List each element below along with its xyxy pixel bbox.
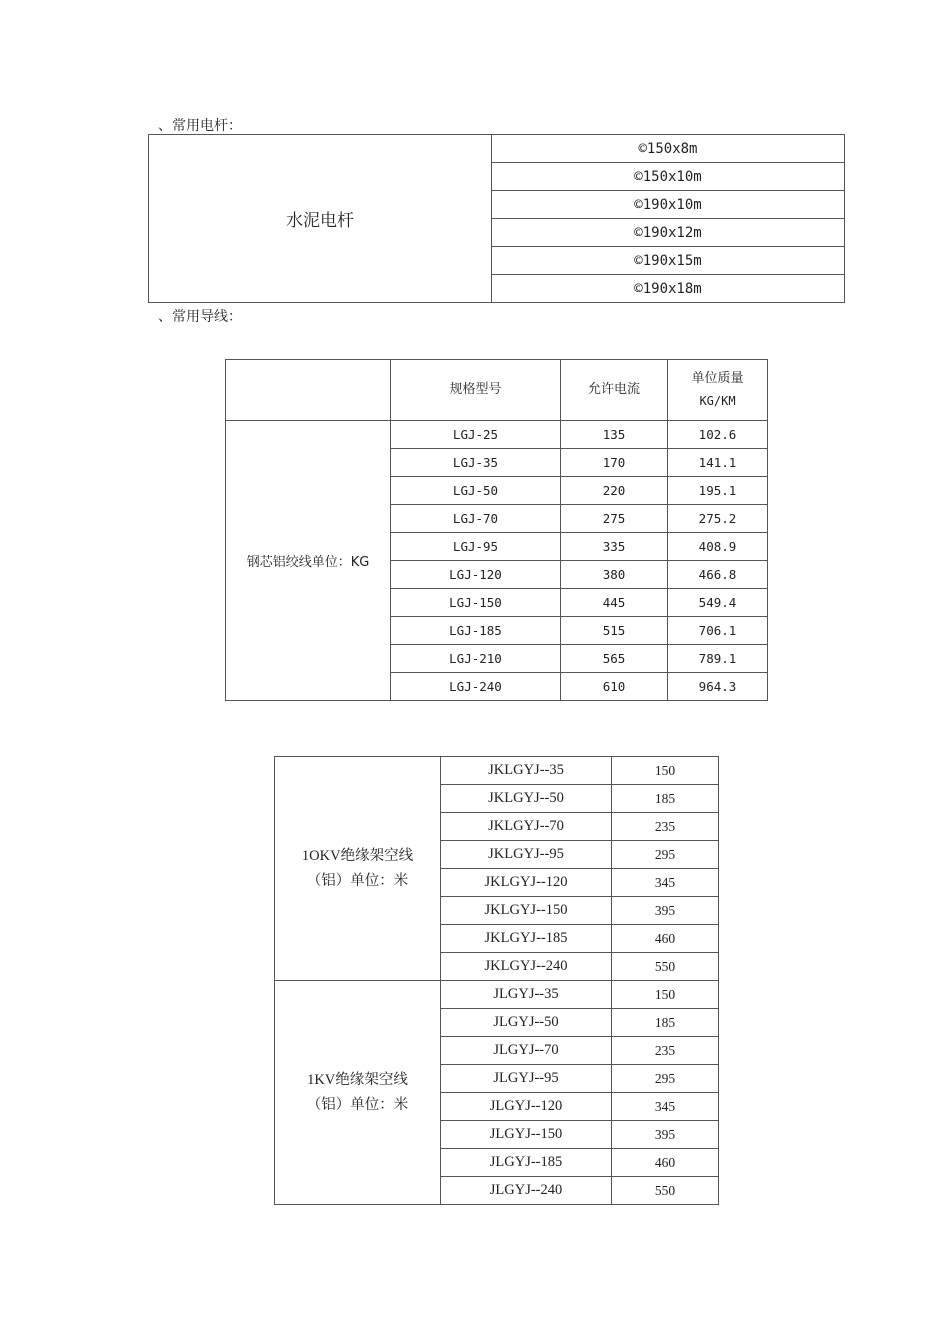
- lgj-header-mass-unit: KG/KM: [699, 394, 736, 408]
- lgj-model-cell: LGJ-50: [391, 477, 561, 505]
- insulated-current-cell: 460: [612, 925, 719, 953]
- lgj-current-cell: 135: [561, 421, 668, 449]
- lgj-header-model: 规格型号: [391, 360, 561, 421]
- table-header-row: [226, 360, 768, 421]
- lgj-model-cell: LGJ-210: [391, 645, 561, 673]
- lgj-table: [225, 359, 768, 701]
- table-row: [275, 981, 719, 1009]
- lgj-current-cell: 170: [561, 449, 668, 477]
- insulated-current-cell: 185: [612, 1009, 719, 1037]
- insulated-current-cell: 235: [612, 1037, 719, 1065]
- lgj-header-current: 允许电流: [561, 360, 668, 421]
- lgj-header-mass: [668, 360, 768, 421]
- insulated-current-cell: 395: [612, 1121, 719, 1149]
- insulated-current-cell: 550: [612, 953, 719, 981]
- insulated-current-cell: 550: [612, 1177, 719, 1205]
- lgj-header-empty: [226, 360, 391, 421]
- insulated-model-cell: JLGYJ--240: [441, 1177, 612, 1205]
- pole-spec-cell: ©190x12m: [492, 219, 845, 247]
- insulated-category-cell: [275, 757, 441, 981]
- lgj-current-cell: 445: [561, 589, 668, 617]
- insulated-model-cell: JKLGYJ--95: [441, 841, 612, 869]
- insulated-current-cell: 345: [612, 1093, 719, 1121]
- lgj-model-cell: LGJ-70: [391, 505, 561, 533]
- lgj-current-cell: 610: [561, 673, 668, 701]
- heading-wires: 、常用导线：: [158, 309, 242, 325]
- lgj-mass-cell: 549.4: [668, 589, 768, 617]
- table-row: [149, 135, 845, 163]
- lgj-mass-cell: 141.1: [668, 449, 768, 477]
- lgj-mass-cell: 964.3: [668, 673, 768, 701]
- lgj-model-cell: LGJ-25: [391, 421, 561, 449]
- insulated-model-cell: JLGYJ--35: [441, 981, 612, 1009]
- insulated-model-cell: JKLGYJ--185: [441, 925, 612, 953]
- insulated-model-cell: JLGYJ--70: [441, 1037, 612, 1065]
- heading-poles: 、常用电杆：: [158, 118, 242, 134]
- insulated-category-line2: （铝）单位：米: [306, 1096, 409, 1113]
- insulated-category-line1: 1OKV绝缘架空线: [301, 847, 414, 864]
- lgj-mass-cell: 408.9: [668, 533, 768, 561]
- lgj-current-cell: 220: [561, 477, 668, 505]
- pole-spec-cell: ©150x8m: [492, 135, 845, 163]
- insulated-current-cell: 295: [612, 1065, 719, 1093]
- lgj-category-cell: 钢芯铝绞线单位：KG: [226, 421, 391, 701]
- lgj-header-mass-label: 单位质量: [691, 371, 744, 386]
- lgj-current-cell: 275: [561, 505, 668, 533]
- insulated-current-cell: 185: [612, 785, 719, 813]
- lgj-mass-cell: 466.8: [668, 561, 768, 589]
- insulated-model-cell: JLGYJ--120: [441, 1093, 612, 1121]
- insulated-model-cell: JLGYJ--50: [441, 1009, 612, 1037]
- insulated-current-cell: 345: [612, 869, 719, 897]
- lgj-model-cell: LGJ-35: [391, 449, 561, 477]
- lgj-current-cell: 565: [561, 645, 668, 673]
- pole-spec-cell: ©150x10m: [492, 163, 845, 191]
- lgj-current-cell: 335: [561, 533, 668, 561]
- insulated-current-cell: 150: [612, 981, 719, 1009]
- insulated-model-cell: JKLGYJ--70: [441, 813, 612, 841]
- insulated-current-cell: 235: [612, 813, 719, 841]
- lgj-mass-cell: 195.1: [668, 477, 768, 505]
- lgj-current-cell: 515: [561, 617, 668, 645]
- lgj-mass-cell: 102.6: [668, 421, 768, 449]
- insulated-category-line1: 1KV绝缘架空线: [307, 1071, 408, 1088]
- insulated-model-cell: JKLGYJ--50: [441, 785, 612, 813]
- lgj-mass-cell: 706.1: [668, 617, 768, 645]
- insulated-model-cell: JKLGYJ--35: [441, 757, 612, 785]
- table-row: [275, 757, 719, 785]
- pole-spec-cell: ©190x15m: [492, 247, 845, 275]
- lgj-model-cell: LGJ-150: [391, 589, 561, 617]
- lgj-current-cell: 380: [561, 561, 668, 589]
- insulated-model-cell: JKLGYJ--150: [441, 897, 612, 925]
- poles-table: [148, 134, 845, 303]
- lgj-model-cell: LGJ-95: [391, 533, 561, 561]
- insulated-model-cell: JLGYJ--185: [441, 1149, 612, 1177]
- pole-spec-cell: ©190x18m: [492, 275, 845, 303]
- insulated-current-cell: 150: [612, 757, 719, 785]
- lgj-model-cell: LGJ-120: [391, 561, 561, 589]
- insulated-model-cell: JLGYJ--95: [441, 1065, 612, 1093]
- insulated-current-cell: 395: [612, 897, 719, 925]
- lgj-mass-cell: 789.1: [668, 645, 768, 673]
- insulated-model-cell: JKLGYJ--120: [441, 869, 612, 897]
- insulated-model-cell: JLGYJ--150: [441, 1121, 612, 1149]
- poles-category-cell: 水泥电杆: [149, 135, 492, 303]
- lgj-mass-cell: 275.2: [668, 505, 768, 533]
- table-row: [226, 421, 768, 449]
- insulated-model-cell: JKLGYJ--240: [441, 953, 612, 981]
- insulated-category-cell: [275, 981, 441, 1205]
- insulated-category-line2: （铝）单位：米: [306, 872, 409, 889]
- insulated-current-cell: 295: [612, 841, 719, 869]
- lgj-model-cell: LGJ-185: [391, 617, 561, 645]
- pole-spec-cell: ©190x10m: [492, 191, 845, 219]
- insulated-current-cell: 460: [612, 1149, 719, 1177]
- lgj-model-cell: LGJ-240: [391, 673, 561, 701]
- insulated-table: [274, 756, 719, 1205]
